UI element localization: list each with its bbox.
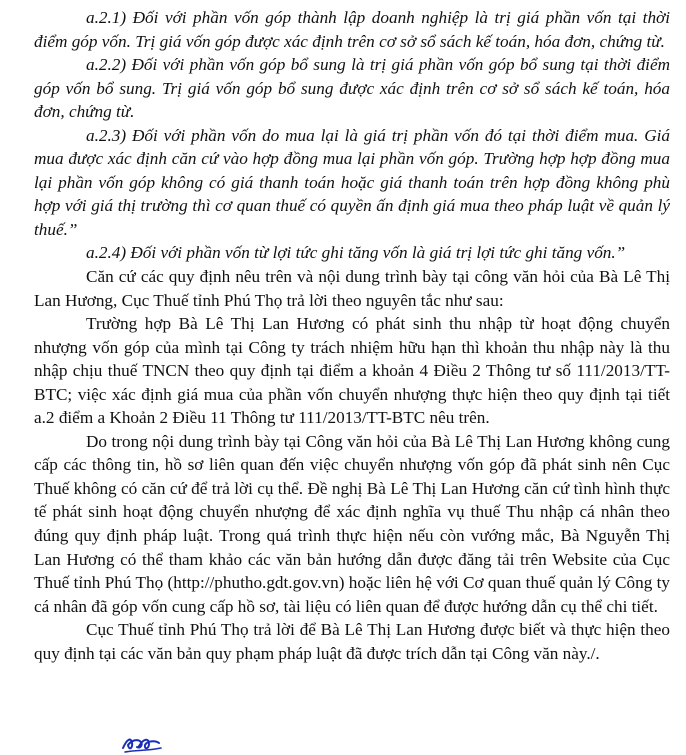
- document-body: [34, 6, 670, 665]
- paragraph-closing: Cục Thuế tỉnh Phú Thọ trả lời để Bà Lê Thị Lan Hương được biết và thực hiện theo quy định tại các văn bản quy phạm pháp luật đã được trích dẫn tại Công văn này./.: [34, 620, 670, 663]
- paragraph-guidance: Do trong nội dung trình bày tại Công văn hỏi của Bà Lê Thị Lan Hương không cung cấp các thông tin, hồ sơ liên quan đến việc chuyển nhượng vốn góp đã phát sinh nên Cục Thuế không có căn cứ để trả lời cụ thể. Đề nghị Bà Lê Thị Lan Hương căn cứ tình hình thực tế phát sinh hoạt động chuyển nhượng để xác định nghĩa vụ thuế Thu nhập cá nhân theo đúng quy định pháp luật. Trong quá trình thực hiện nếu còn vướng mắc, Bà Nguyễn Thị Lan Hương có thể tham khảo các văn bản hướng dẫn được đăng tải trên Website của Cục Thuế tỉnh Phú Thọ (http://phutho.gdt.gov.vn) hoặc liên hệ với Cơ quan thuế quản lý Công ty cá nhân đã góp vốn cung cấp hồ sơ, tài liệu có liên quan để được hướng dẫn cụ thể chi tiết.: [34, 431, 670, 616]
- paragraph-case: Trường hợp Bà Lê Thị Lan Hương có phát sinh thu nhập từ hoạt động chuyển nhượng vốn góp của mình tại Công ty trách nhiệm hữu hạn thì khoản thu nhập này là thu nhập chịu thuế TNCN theo quy định tại điểm a khoản 4 Điều 2 Thông tư số 111/2013/TT-BTC; việc xác định giá mua của phần vốn chuyển nhượng thực hiện theo quy định tại tiết a.2 điểm a Khoản 2 Điều 11 Thông tư 111/2013/TT-BTC nêu trên.: [34, 314, 670, 428]
- paragraph-legal-basis: Căn cứ các quy định nêu trên và nội dung trình bày tại công văn hỏi của Bà Lê Thị Lan Hương, Cục Thuế tỉnh Phú Thọ trả lời theo nguyên tắc như sau:: [34, 267, 670, 310]
- paragraph-a23: a.2.3) Đối với phần vốn do mua lại là giá trị phần vốn đó tại thời điểm mua. Giá mua được xác định căn cứ vào hợp đồng mua lại phần vốn góp. Trường hợp hợp đồng mua lại phần vốn góp không có giá thanh toán hoặc giá thanh toán trên hợp đồng không phù hợp với giá thị trường thì cơ quan thuế có quyền ấn định giá mua theo pháp luật về quản lý thuế.”: [34, 125, 670, 239]
- paragraph-a22: a.2.2) Đối với phần vốn góp bổ sung là trị giá phần vốn góp bổ sung tại thời điểm góp vốn bổ sung. Trị giá vốn góp bổ sung được xác định trên cơ sở sổ sách kế toán, hóa đơn, chứng từ.: [34, 55, 670, 122]
- handwritten-initials-icon: [119, 733, 167, 755]
- paragraph-a24: a.2.4) Đối với phần vốn từ lợi tức ghi tăng vốn là giá trị lợi tức ghi tăng vốn.”: [86, 243, 626, 263]
- paragraph-a21: a.2.1) Đối với phần vốn góp thành lập doanh nghiệp là trị giá phần vốn tại thời điểm góp vốn. Trị giá vốn góp được xác định trên cơ sở sổ sách kế toán, hóa đơn, chứng từ.: [34, 8, 670, 51]
